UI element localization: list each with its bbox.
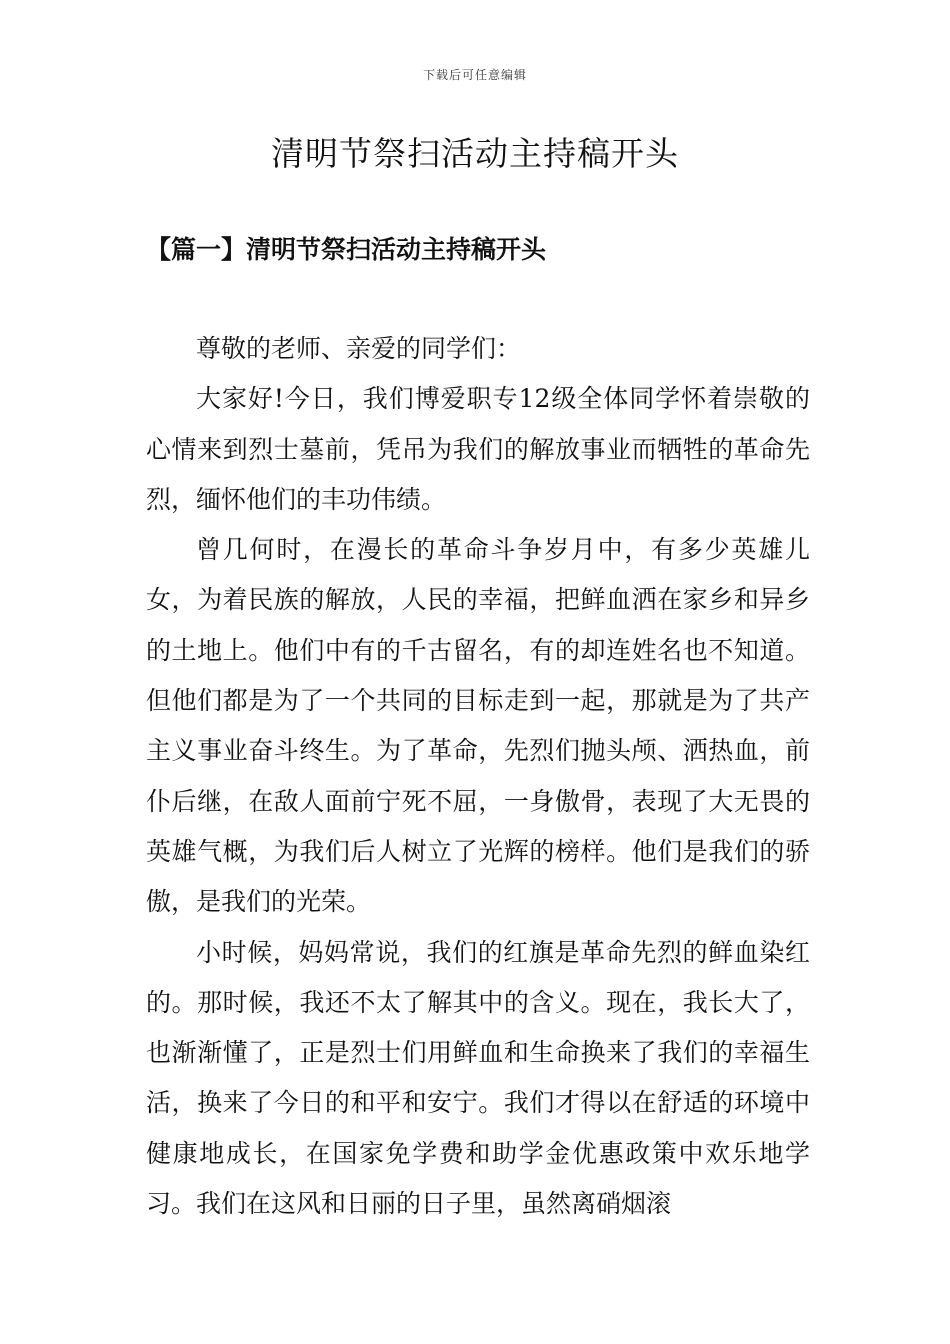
header-note: 下载后可任意编辑 xyxy=(422,68,527,82)
document-title: 清明节祭扫活动主持稿开头 xyxy=(271,134,679,173)
paragraph-salutation: 尊敬的老师、亲爱的同学们： xyxy=(196,334,522,363)
paragraph: 大家好!今日，我们博爱职专12级全体同学怀着崇敬的心情来到烈士墓前，凭吊为我们的解放事业而牺牲的革命先烈，缅怀他们的丰功伟绩。 xyxy=(146,384,810,514)
section-heading: 【篇一】清明节祭扫活动主持稿开头 xyxy=(146,235,547,264)
body-text xyxy=(146,324,810,1229)
paragraph: 曾几何时，在漫长的革命斗争岁月中，有多少英雄儿女，为着民族的解放，人民的幸福，把鲜血洒在家乡和异乡的土地上。他们中有的千古留名，有的却连姓名也不知道。但他们都是为了一个共同的目标走到一起，那就是为了共产主义事业奋斗终生。为了革命，先烈们抛头颅、洒热血，前仆后继，在敌人面前宁死不屈，一身傲骨，表现了大无畏的英雄气概，为我们后人树立了光辉的榜样。他们是我们的骄傲，是我们的光荣。 xyxy=(146,535,810,917)
paragraph: 小时候，妈妈常说，我们的红旗是革命先烈的鲜血染红的。那时候，我还不太了解其中的含义。现在，我长大了，也渐渐懂了，正是烈士们用鲜血和生命换来了我们的幸福生活，换来了今日的和平和安宁。我们才得以在舒适的环境中健康地成长，在国家免学费和助学金优惠政策中欢乐地学习。我们在这风和日丽的日子里，虽然离硝烟滚 xyxy=(146,937,810,1219)
